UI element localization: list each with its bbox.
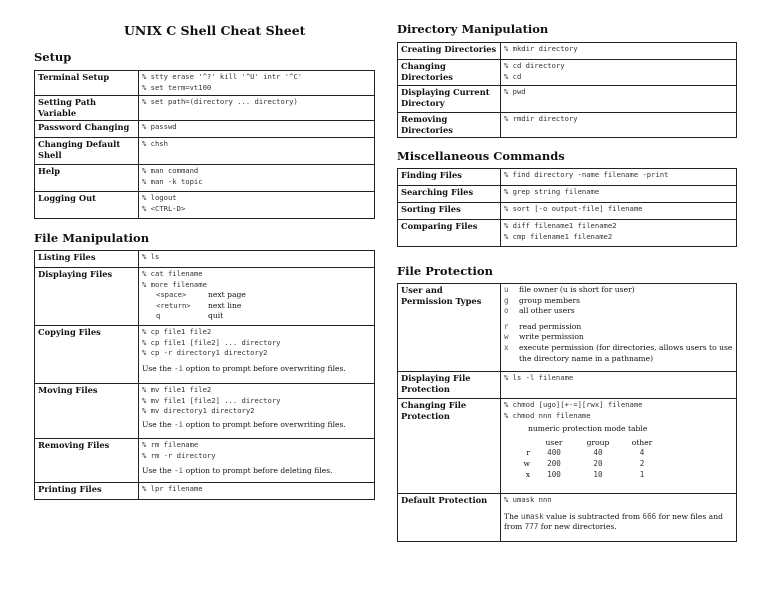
numeric-mode-table: numeric protection mode table user group other r 400 40 4 w 200 20 2 x 100 10 1 — [504, 424, 733, 480]
table-row — [398, 113, 737, 138]
row-key: Searching Files — [398, 186, 501, 203]
row-key: Removing Files — [35, 439, 139, 483]
row-command: % passwd — [139, 121, 375, 138]
row-command: % umask nnn The umask value is subtracted from 666 for new files and from 777 for new directories. — [501, 494, 737, 542]
row-command: % stty erase '^?' kill '^U' intr '^C' % set term=vt100 — [139, 71, 375, 96]
page-title: UNIX C Shell Cheat Sheet — [124, 23, 306, 38]
row-command: % set path=(directory ... directory) — [139, 96, 375, 121]
table-row: x 100 10 1 — [525, 469, 645, 479]
row-key: Removing Directories — [398, 113, 501, 138]
table-row — [35, 121, 375, 138]
more-key: <return> next line — [156, 300, 242, 310]
row-note: Use the -i option to prompt before overwriting files. — [142, 419, 346, 429]
row-key: Terminal Setup — [35, 71, 139, 96]
row-command: % mkdir directory — [501, 43, 737, 60]
table-row — [35, 192, 375, 219]
row-command: % cd directory % cd — [501, 60, 737, 86]
row-command: % cat filename % more filename <space> next page <return> next line q quit — [139, 268, 375, 326]
row-key: User and Permission Types — [398, 284, 501, 372]
table-row — [398, 203, 737, 220]
row-command: % lpr filename — [139, 483, 375, 500]
row-key: Password Changing — [35, 121, 139, 138]
row-key: Displaying Files — [35, 268, 139, 326]
table-row — [35, 439, 375, 483]
table-row — [35, 138, 375, 165]
row-command: % chsh — [139, 138, 375, 165]
row-command: % rm filename % rm -r directory Use the -i option to prompt before deleting files. — [139, 439, 375, 483]
row-command: % ls — [139, 251, 375, 268]
table-row — [35, 251, 375, 268]
table-row — [398, 60, 737, 86]
table-row: w 200 20 2 — [523, 458, 645, 468]
directory-heading: Directory Manipulation — [397, 22, 549, 36]
row-key: Default Protection — [398, 494, 501, 542]
misc-table — [397, 168, 737, 247]
table-row — [35, 384, 375, 439]
row-key: Displaying File Protection — [398, 372, 501, 399]
more-key: q quit — [156, 311, 224, 321]
setup-heading: Setup — [34, 50, 72, 64]
row-key: Logging Out — [35, 192, 139, 219]
table-row: r 400 40 4 — [526, 448, 645, 458]
table-row — [398, 284, 737, 372]
row-key: Changing File Protection — [398, 399, 501, 494]
table-row — [35, 96, 375, 121]
row-command: % rmdir directory — [501, 113, 737, 138]
row-command: % diff filename1 filename2 % cmp filename1 filename2 — [501, 220, 737, 247]
row-command: % man command % man -k topic — [139, 165, 375, 192]
table-row — [398, 186, 737, 203]
row-command: % sort [-o output-file] filename — [501, 203, 737, 220]
table-row — [35, 326, 375, 384]
row-command: % cp file1 file2 % cp file1 [file2] ... directory % cp -r directory1 directory2 Use the -i option to prompt before overwriting files. — [139, 326, 375, 384]
row-key: Listing Files — [35, 251, 139, 268]
directory-table — [397, 42, 737, 138]
row-note: The umask value is subtracted from 666 for new files and from 777 for new directories. — [504, 511, 723, 532]
table-row — [398, 494, 737, 542]
row-key: Finding Files — [398, 169, 501, 186]
table-row — [398, 43, 737, 60]
table-row — [35, 71, 375, 96]
file-manipulation-heading: File Manipulation — [34, 231, 150, 245]
row-key: Changing Directories — [398, 60, 501, 86]
misc-heading: Miscellaneous Commands — [397, 149, 565, 163]
row-key: Creating Directories — [398, 43, 501, 60]
row-command: % mv file1 file2 % mv file1 [file2] ... directory % mv directory1 directory2 Use the -i option to prompt before overwriting files. — [139, 384, 375, 439]
row-key: Help — [35, 165, 139, 192]
row-note: Use the -i option to prompt before deleting files. — [142, 466, 333, 476]
row-command: % ls -l filename — [501, 372, 737, 399]
row-key: Moving Files — [35, 384, 139, 439]
row-command: % find directory -name filename -print — [501, 169, 737, 186]
setup-table — [34, 70, 375, 219]
row-command: % pwd — [501, 86, 737, 113]
row-key: Setting Path Variable — [35, 96, 139, 121]
row-key: Printing Files — [35, 483, 139, 500]
table-row — [398, 220, 737, 247]
row-command: % grep string filename — [501, 186, 737, 203]
row-key: Displaying Current Directory — [398, 86, 501, 113]
row-key: Changing Default Shell — [35, 138, 139, 165]
permission-list: u file owner (u is short for user) g group members o all other users r read permission w write permission x execute permission (for directories, allows users to use the directory name in a pathname) — [501, 284, 737, 372]
table-row — [35, 483, 375, 500]
row-key: Comparing Files — [398, 220, 501, 247]
row-note: Use the -i option to prompt before overwriting files. — [142, 363, 346, 373]
row-command: % logout % <CTRL-D> — [139, 192, 375, 219]
file-manipulation-table — [34, 250, 375, 500]
more-key: <space> next page — [156, 290, 246, 300]
table-row — [398, 399, 737, 494]
row-key: Sorting Files — [398, 203, 501, 220]
table-row — [398, 169, 737, 186]
row-command: % chmod [ugo][+-=][rwx] filename % chmod nnn filename numeric protection mode table user group other r 400 40 4 w 200 20 2 x 100 10 1 — [501, 399, 737, 494]
table-row — [398, 86, 737, 113]
table-row — [35, 165, 375, 192]
table-row — [35, 268, 375, 326]
file-protection-heading: File Protection — [397, 264, 493, 278]
row-key: Copying Files — [35, 326, 139, 384]
table-row — [398, 372, 737, 399]
file-protection-table — [397, 283, 737, 542]
